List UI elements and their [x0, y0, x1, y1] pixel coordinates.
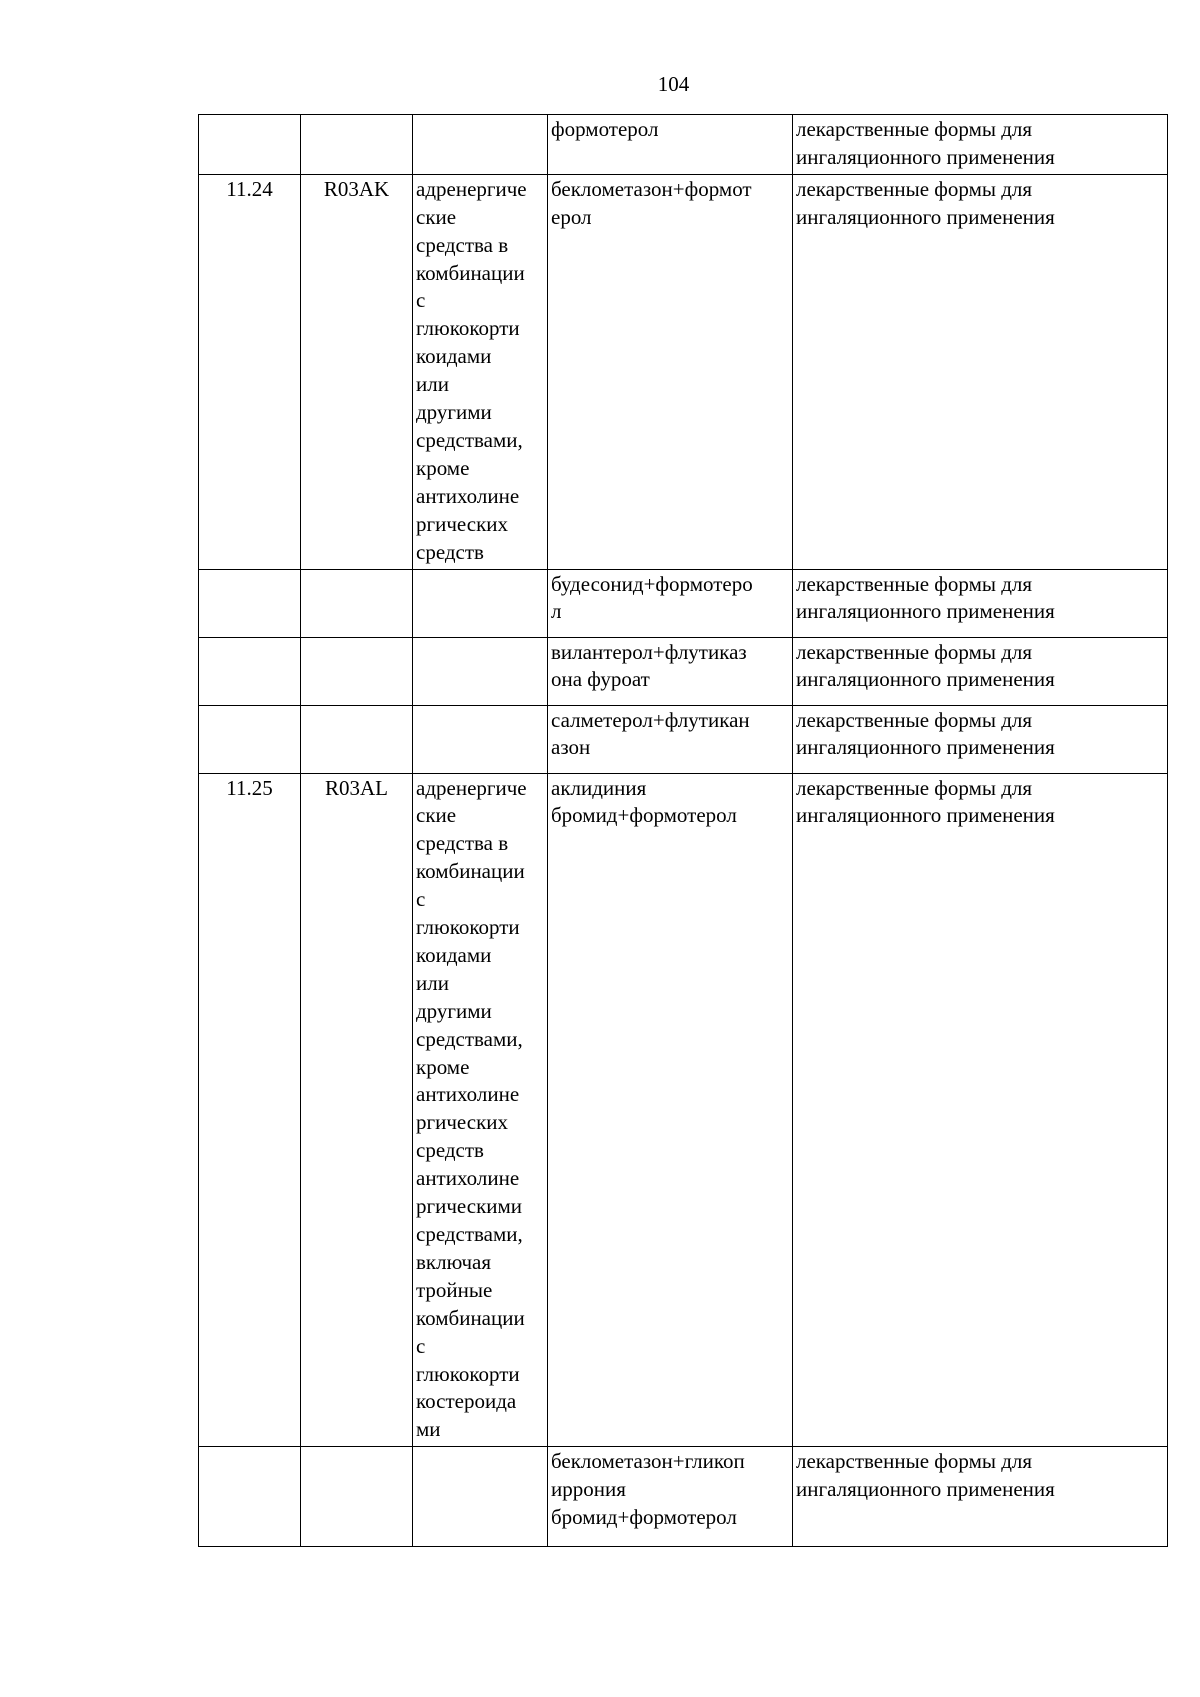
- cell-group-line: кроме: [416, 1054, 470, 1079]
- cell-form-line: ингаляционного применения: [796, 599, 1055, 624]
- cell-group-line: костероида: [416, 1389, 517, 1414]
- cell-group-line: ми: [416, 1417, 441, 1442]
- cell-drug-line: л: [551, 599, 562, 624]
- cell-group-line: средств: [416, 539, 484, 564]
- cell-group-line: включая: [416, 1249, 492, 1274]
- cell-form: [793, 174, 1168, 569]
- cell-group-line: или: [416, 970, 449, 995]
- cell-drug-line: вилантерол+флутиказ: [551, 639, 747, 664]
- table-body: [199, 115, 1168, 1547]
- cell-group-line: адренергиче: [416, 775, 527, 800]
- cell-form-line: лекарственные формы для: [796, 571, 1033, 596]
- cell-form-line: ингаляционного применения: [796, 1477, 1055, 1502]
- cell-group-line: средства в: [416, 831, 509, 856]
- table-row: [199, 705, 1168, 773]
- cell-group-line: ргических: [416, 511, 509, 536]
- cell-drug-line: будесонид+формотеро: [551, 571, 753, 596]
- cell-form: [793, 115, 1168, 175]
- cell-form-line: ингаляционного применения: [796, 735, 1055, 760]
- cell-number: 11.25: [199, 773, 301, 1447]
- cell-group-line: или: [416, 372, 449, 397]
- cell-group: [413, 637, 548, 705]
- cell-group-line: антихолине: [416, 483, 520, 508]
- table-row: [199, 637, 1168, 705]
- table-row: [199, 1447, 1168, 1547]
- cell-group-line: глюкокорти: [416, 316, 520, 341]
- cell-form-line: лекарственные формы для: [796, 1449, 1033, 1474]
- drug-table: [198, 114, 1168, 1547]
- cell-number: 11.24: [199, 174, 301, 569]
- cell-form: [793, 1447, 1168, 1547]
- cell-group-line: ские: [416, 204, 457, 229]
- table-row: [199, 569, 1168, 637]
- cell-number: [199, 1447, 301, 1547]
- cell-group-line: ские: [416, 803, 457, 828]
- cell-drug-line: салметерол+флутикан: [551, 707, 750, 732]
- cell-atc-code: [301, 569, 413, 637]
- cell-number: [199, 705, 301, 773]
- cell-drug: [548, 773, 793, 1447]
- cell-group: [413, 773, 548, 1447]
- cell-form-line: лекарственные формы для: [796, 117, 1033, 141]
- cell-group-line: глюкокорти: [416, 915, 520, 940]
- cell-drug-line: бромид+формотерол: [551, 803, 737, 828]
- cell-group: [413, 115, 548, 175]
- cell-group-line: с: [416, 288, 426, 313]
- cell-drug: [548, 705, 793, 773]
- cell-form: [793, 569, 1168, 637]
- table-row: [199, 174, 1168, 569]
- cell-form-line: лекарственные формы для: [796, 639, 1033, 664]
- cell-form-line: ингаляционного применения: [796, 204, 1055, 229]
- cell-number: [199, 115, 301, 175]
- cell-form-line: ингаляционного применения: [796, 144, 1055, 169]
- cell-group-line: с: [416, 887, 426, 912]
- cell-group-line: комбинации: [416, 1305, 525, 1330]
- cell-form-line: ингаляционного применения: [796, 803, 1055, 828]
- cell-group-line: антихолине: [416, 1082, 520, 1107]
- cell-group-line: адренергиче: [416, 176, 527, 201]
- page-number: 104: [657, 72, 690, 96]
- cell-group-line: другими: [416, 400, 492, 425]
- table-row: [199, 115, 1168, 175]
- cell-drug-line: формотерол: [551, 117, 659, 141]
- cell-form-line: лекарственные формы для: [796, 707, 1033, 732]
- cell-group-line: другими: [416, 998, 492, 1023]
- cell-form-line: лекарственные формы для: [796, 176, 1033, 201]
- cell-number: [199, 569, 301, 637]
- cell-group-line: комбинации: [416, 260, 525, 285]
- cell-group-line: средств: [416, 1138, 484, 1163]
- cell-group-line: антихолине: [416, 1166, 520, 1191]
- cell-group: [413, 569, 548, 637]
- cell-atc-code: R03AK: [301, 174, 413, 569]
- cell-form-line: ингаляционного применения: [796, 667, 1055, 692]
- cell-group-line: тройные: [416, 1277, 493, 1302]
- cell-group: [413, 1447, 548, 1547]
- cell-atc-code: [301, 1447, 413, 1547]
- cell-drug-line: иррония: [551, 1477, 626, 1502]
- cell-group-line: средства в: [416, 232, 509, 257]
- cell-group-line: с: [416, 1333, 426, 1358]
- cell-form: [793, 773, 1168, 1447]
- cell-drug-line: ерол: [551, 204, 592, 229]
- cell-number: [199, 637, 301, 705]
- cell-drug: [548, 637, 793, 705]
- cell-form: [793, 705, 1168, 773]
- cell-group-line: коидами: [416, 942, 492, 967]
- cell-form: [793, 637, 1168, 705]
- cell-group-line: средствами,: [416, 1026, 523, 1051]
- cell-drug-line: бромид+формотерол: [551, 1505, 737, 1530]
- cell-group-line: средствами,: [416, 427, 523, 452]
- cell-group-line: средствами,: [416, 1222, 523, 1246]
- cell-group-line: кроме: [416, 455, 470, 480]
- cell-drug-line: азон: [551, 735, 591, 760]
- cell-group: [413, 174, 548, 569]
- cell-group-line: ргическими: [416, 1194, 523, 1219]
- cell-atc-code: R03AL: [301, 773, 413, 1447]
- cell-drug-line: аклидиния: [551, 775, 647, 800]
- cell-group-line: ргических: [416, 1110, 509, 1135]
- cell-group-line: комбинации: [416, 859, 525, 884]
- cell-drug: [548, 174, 793, 569]
- cell-drug-line: она фуроат: [551, 667, 650, 692]
- cell-drug-line: беклометазон+формот: [551, 176, 752, 201]
- table-row: [199, 773, 1168, 1447]
- cell-form-line: лекарственные формы для: [796, 775, 1033, 800]
- cell-group: [413, 705, 548, 773]
- cell-atc-code: [301, 705, 413, 773]
- cell-drug: [548, 1447, 793, 1547]
- cell-drug-line: беклометазон+гликоп: [551, 1449, 745, 1474]
- cell-group-line: коидами: [416, 344, 492, 369]
- cell-atc-code: [301, 637, 413, 705]
- cell-atc-code: [301, 115, 413, 175]
- cell-drug: [548, 569, 793, 637]
- cell-group-line: глюкокорти: [416, 1361, 520, 1386]
- cell-drug: [548, 115, 793, 175]
